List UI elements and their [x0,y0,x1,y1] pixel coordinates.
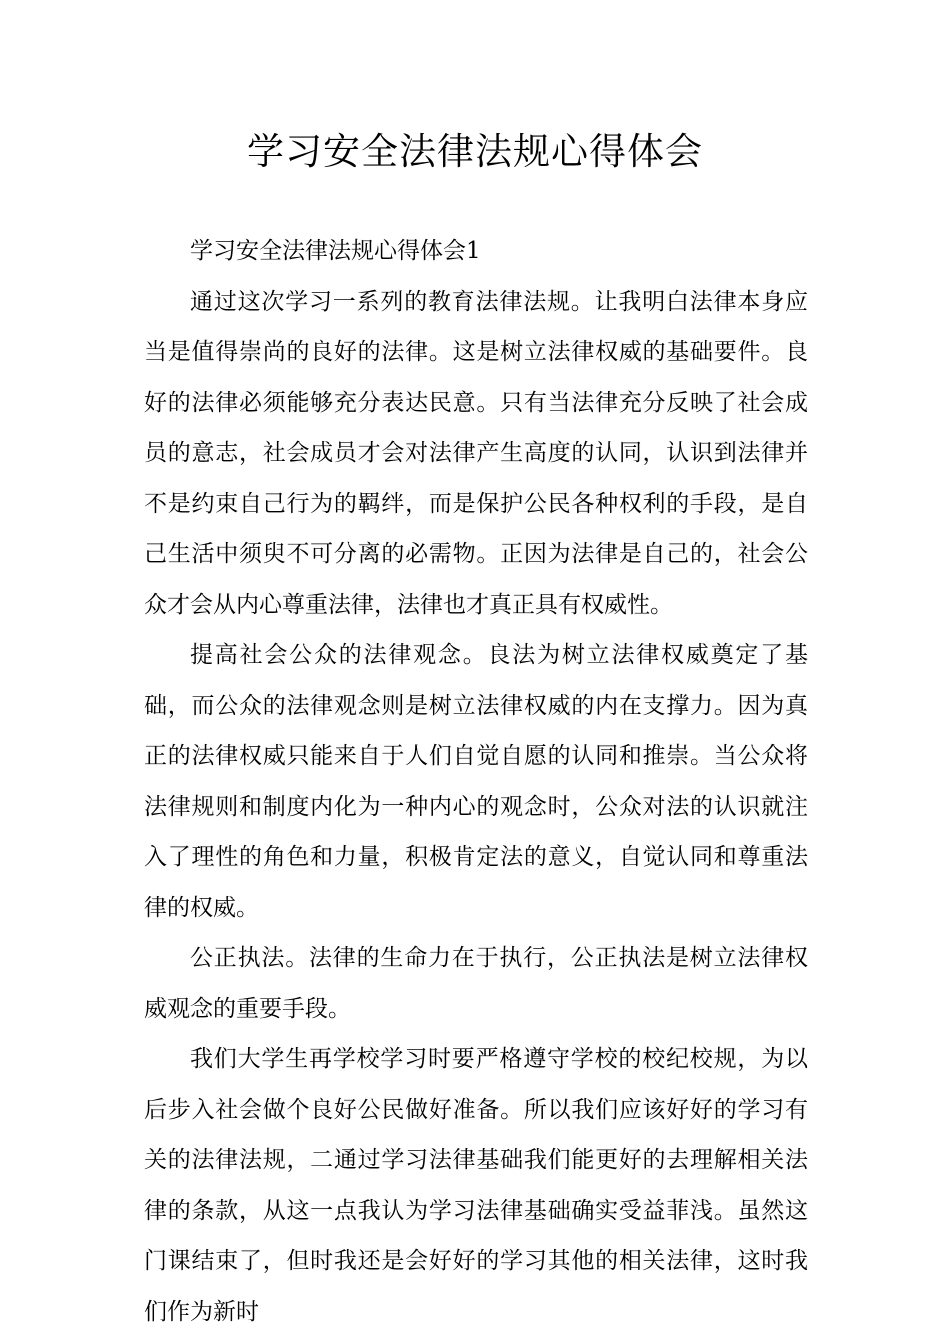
paragraph-4: 我们大学生再学校学习时要严格遵守学校的校纪校规，为以后步入社会做个良好公民做好准备。所以我们应该好好的学习有关的法律法规，二通过学习法律基础我们能更好的去理解相关法律的条款，从这一点我认为学习法律基础确实受益菲浅。虽然这门课结束了，但时我还是会好好的学习其他的相关法律，这时我们作为新时 [144,1046,808,1325]
document-title: 学习安全法律法规心得体会 [247,130,703,173]
paragraph-2: 提高社会公众的法律观念。良法为树立法律权威奠定了基础，而公众的法律观念则是树立法律权威的内在支撑力。因为真正的法律权威只能来自于人们自觉自愿的认同和推崇。当公众将法律规则和制度内化为一种内心的观念时，公众对法的认识就注入了理性的角色和力量，积极肯定法的意义，自觉认同和尊重法律的权威。 [144,642,808,921]
document-body [144,226,808,1337]
section-heading: 学习安全法律法规心得体会1 [190,238,481,264]
paragraph-3: 公正执法。法律的生命力在于执行，公正执法是树立法律权威观念的重要手段。 [144,945,808,1022]
paragraph-1: 通过这次学习一系列的教育法律法规。让我明白法律本身应当是值得崇尚的良好的法律。这是树立法律权威的基础要件。良好的法律必须能够充分表达民意。只有当法律充分反映了社会成员的意志，社会成员才会对法律产生高度的认同，认识到法律并不是约束自己行为的羁绊，而是保护公民各种权利的手段，是自己生活中须臾不可分离的必需物。正因为法律是自己的，社会公众才会从内心尊重法律，法律也才真正具有权威性。 [144,288,808,618]
